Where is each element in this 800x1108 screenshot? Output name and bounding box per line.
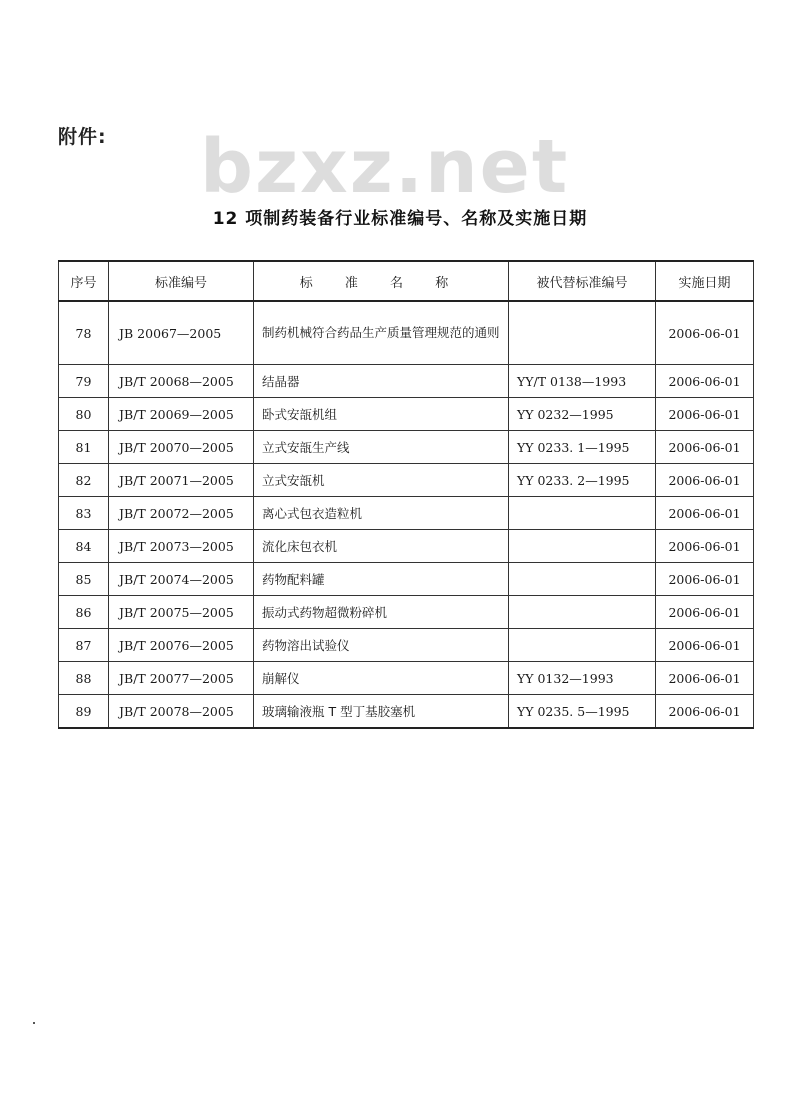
row-replaced-number: YY 0132—1993: [509, 662, 656, 695]
row-replaced-number: YY 0235. 5—1995: [509, 695, 656, 729]
row-replaced-number: [509, 629, 656, 662]
row-effective-date: 2006-06-01: [656, 662, 754, 695]
row-effective-date: 2006-06-01: [656, 695, 754, 729]
table-row: [59, 301, 754, 365]
row-effective-date: 2006-06-01: [656, 629, 754, 662]
header-standard-name: [254, 261, 509, 301]
attachment-label: 附件:: [58, 126, 107, 148]
row-no: 83: [59, 497, 109, 530]
table-row: [59, 431, 754, 464]
row-standard-number: JB/T 20074—2005: [109, 563, 254, 596]
document-title: 12 项制药装备行业标准编号、名称及实施日期: [212, 209, 588, 229]
row-standard-number: JB/T 20068—2005: [109, 365, 254, 398]
row-no: 80: [59, 398, 109, 431]
row-effective-date: 2006-06-01: [656, 497, 754, 530]
row-standard-name: 玻璃输液瓶 T 型丁基胶塞机: [254, 695, 509, 729]
table-row: [59, 497, 754, 530]
watermark: bzxz.net: [200, 124, 570, 210]
row-no: 87: [59, 629, 109, 662]
header-replaced-number: 被代替标准编号: [509, 261, 656, 301]
row-standard-number: JB/T 20078—2005: [109, 695, 254, 729]
row-effective-date: 2006-06-01: [656, 301, 754, 365]
row-standard-number: JB/T 20076—2005: [109, 629, 254, 662]
row-standard-name: 立式安瓿机: [254, 464, 509, 497]
row-standard-name: 药物配料罐: [254, 563, 509, 596]
row-standard-number: JB/T 20073—2005: [109, 530, 254, 563]
standards-table: [58, 260, 754, 729]
header-standard-name-text: 标 准 名 称: [299, 275, 463, 291]
row-effective-date: 2006-06-01: [656, 365, 754, 398]
row-standard-name: 振动式药物超微粉碎机: [254, 596, 509, 629]
page-mark: [33, 1022, 35, 1024]
row-standard-name: 卧式安瓿机组: [254, 398, 509, 431]
row-standard-name: 制药机械符合药品生产质量管理规范的通则: [254, 301, 509, 365]
row-replaced-number: YY/T 0138—1993: [509, 365, 656, 398]
row-no: 79: [59, 365, 109, 398]
row-replaced-number: YY 0232—1995: [509, 398, 656, 431]
row-no: 88: [59, 662, 109, 695]
row-no: 78: [59, 301, 109, 365]
row-standard-number: JB/T 20075—2005: [109, 596, 254, 629]
row-no: 85: [59, 563, 109, 596]
table-row: [59, 365, 754, 398]
row-no: 86: [59, 596, 109, 629]
row-effective-date: 2006-06-01: [656, 530, 754, 563]
table-row: [59, 563, 754, 596]
row-replaced-number: [509, 301, 656, 365]
row-replaced-number: [509, 596, 656, 629]
header-no: 序号: [59, 261, 109, 301]
row-effective-date: 2006-06-01: [656, 563, 754, 596]
row-standard-name: 崩解仪: [254, 662, 509, 695]
row-standard-name: 离心式包衣造粒机: [254, 497, 509, 530]
header-effective-date: 实施日期: [656, 261, 754, 301]
row-effective-date: 2006-06-01: [656, 431, 754, 464]
row-effective-date: 2006-06-01: [656, 398, 754, 431]
table-row: [59, 596, 754, 629]
row-effective-date: 2006-06-01: [656, 464, 754, 497]
row-standard-number: JB/T 20071—2005: [109, 464, 254, 497]
row-replaced-number: YY 0233. 2—1995: [509, 464, 656, 497]
row-standard-number: JB 20067—2005: [109, 301, 254, 365]
row-replaced-number: YY 0233. 1—1995: [509, 431, 656, 464]
row-replaced-number: [509, 497, 656, 530]
header-standard-number: 标准编号: [109, 261, 254, 301]
row-replaced-number: [509, 530, 656, 563]
row-standard-name: 药物溶出试验仪: [254, 629, 509, 662]
row-replaced-number: [509, 563, 656, 596]
row-standard-number: JB/T 20072—2005: [109, 497, 254, 530]
table-row: [59, 530, 754, 563]
table-header-row: [59, 261, 754, 301]
table-row: [59, 695, 754, 729]
table-row: [59, 629, 754, 662]
row-standard-name: 流化床包衣机: [254, 530, 509, 563]
row-no: 89: [59, 695, 109, 729]
table-row: [59, 464, 754, 497]
row-no: 82: [59, 464, 109, 497]
row-no: 84: [59, 530, 109, 563]
row-standard-number: JB/T 20070—2005: [109, 431, 254, 464]
table-row: [59, 398, 754, 431]
row-no: 81: [59, 431, 109, 464]
row-standard-number: JB/T 20077—2005: [109, 662, 254, 695]
table-body: [59, 301, 754, 728]
row-standard-name: 结晶器: [254, 365, 509, 398]
row-effective-date: 2006-06-01: [656, 596, 754, 629]
table-row: [59, 662, 754, 695]
row-standard-number: JB/T 20069—2005: [109, 398, 254, 431]
row-standard-name: 立式安瓿生产线: [254, 431, 509, 464]
